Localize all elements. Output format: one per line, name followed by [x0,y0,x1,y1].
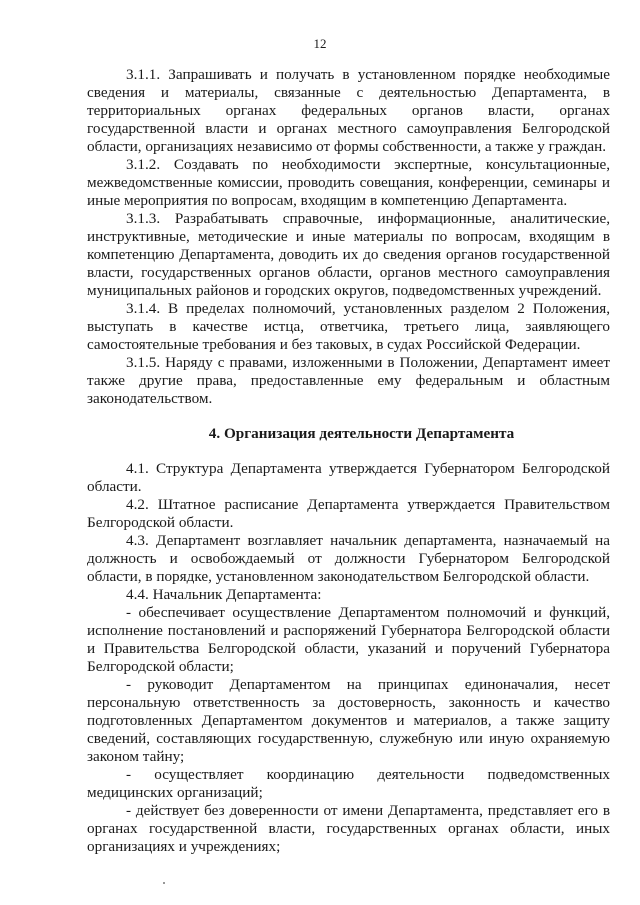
paragraph-3-1-2: 3.1.2. Создавать по необходимости экспертные, консультационные, межведомственные комиссии, проводить совещания, конференции, семинары и иные мероприятия по вопросам, входящим в компетенцию Департамента. [87,156,610,209]
list-item-coordinates: - осуществляет координацию деятельности подведомственных медицинских организаций; [87,766,610,801]
list-item-ensures: - обеспечивает осуществление Департаментом полномочий и функций, исполнение постановлений и распоряжений Губернатора Белгородской области и Правительства Белгородской области, указаний и поручений Губернатора Белгородской области; [87,604,610,675]
paragraph-3-1-5: 3.1.5. Наряду с правами, изложенными в Положении, Департамент имеет также другие права, предоставленные ему федеральным и областным законодательством. [87,354,610,407]
list-item-represents: - действует без доверенности от имени Департамента, представляет его в органах государственной власти, государственных органах области, иных организациях и учреждениях; [87,802,610,855]
paragraph-3-1-3: 3.1.3. Разрабатывать справочные, информационные, аналитические, инструктивные, методические и иные материалы по вопросам, входящим в компетенцию Департамента, доводить их до сведения органов государственной власти, государственных органов области, органов местного самоуправления муниципальных районов и городских округов, подведомственных учреждений. [87,210,610,299]
paragraph-3-1-1: 3.1.1. Запрашивать и получать в установленном порядке необходимые сведения и материалы, связанные с деятельностью Департамента, в территориальных органах федеральных органов власти, органах государственной власти и органах местного самоуправления Белгородской области, организациях независимо от формы собственности, а также у граждан. [87,66,610,155]
paragraph-3-1-4: 3.1.4. В пределах полномочий, установленных разделом 2 Положения, выступать в качестве истца, ответчика, третьего лица, заявляющего самостоятельные требования и без таковых, в судах Российской Федерации. [87,300,610,353]
section-heading: 4. Организация деятельности Департамента [208,425,515,442]
spacer [87,443,610,460]
paragraph-4-3: 4.3. Департамент возглавляет начальник департамента, назначаемый на должность и освобождаемый от должности Губернатором Белгородской области, в порядке, установленном законодательством Белгородской области. [87,532,610,585]
list-item-manages: - руководит Департаментом на принципах единоначалия, несет персональную ответственность за достоверность, законность и качество подготовленных Департаментом документов и материалов, а также защиту сведений, составляющих государственную, служебную или иную охраняемую законом тайну; [87,676,610,765]
page-number: 12 [313,36,327,51]
scan-speck [163,882,165,884]
spacer [87,408,610,425]
paragraph-4-2: 4.2. Штатное расписание Департамента утверждается Правительством Белгородской области. [87,496,610,531]
paragraph-4-1: 4.1. Структура Департамента утверждается Губернатором Белгородской области. [87,460,610,495]
document-body [87,66,610,856]
paragraph-4-4: 4.4. Начальник Департамента: [126,586,322,603]
